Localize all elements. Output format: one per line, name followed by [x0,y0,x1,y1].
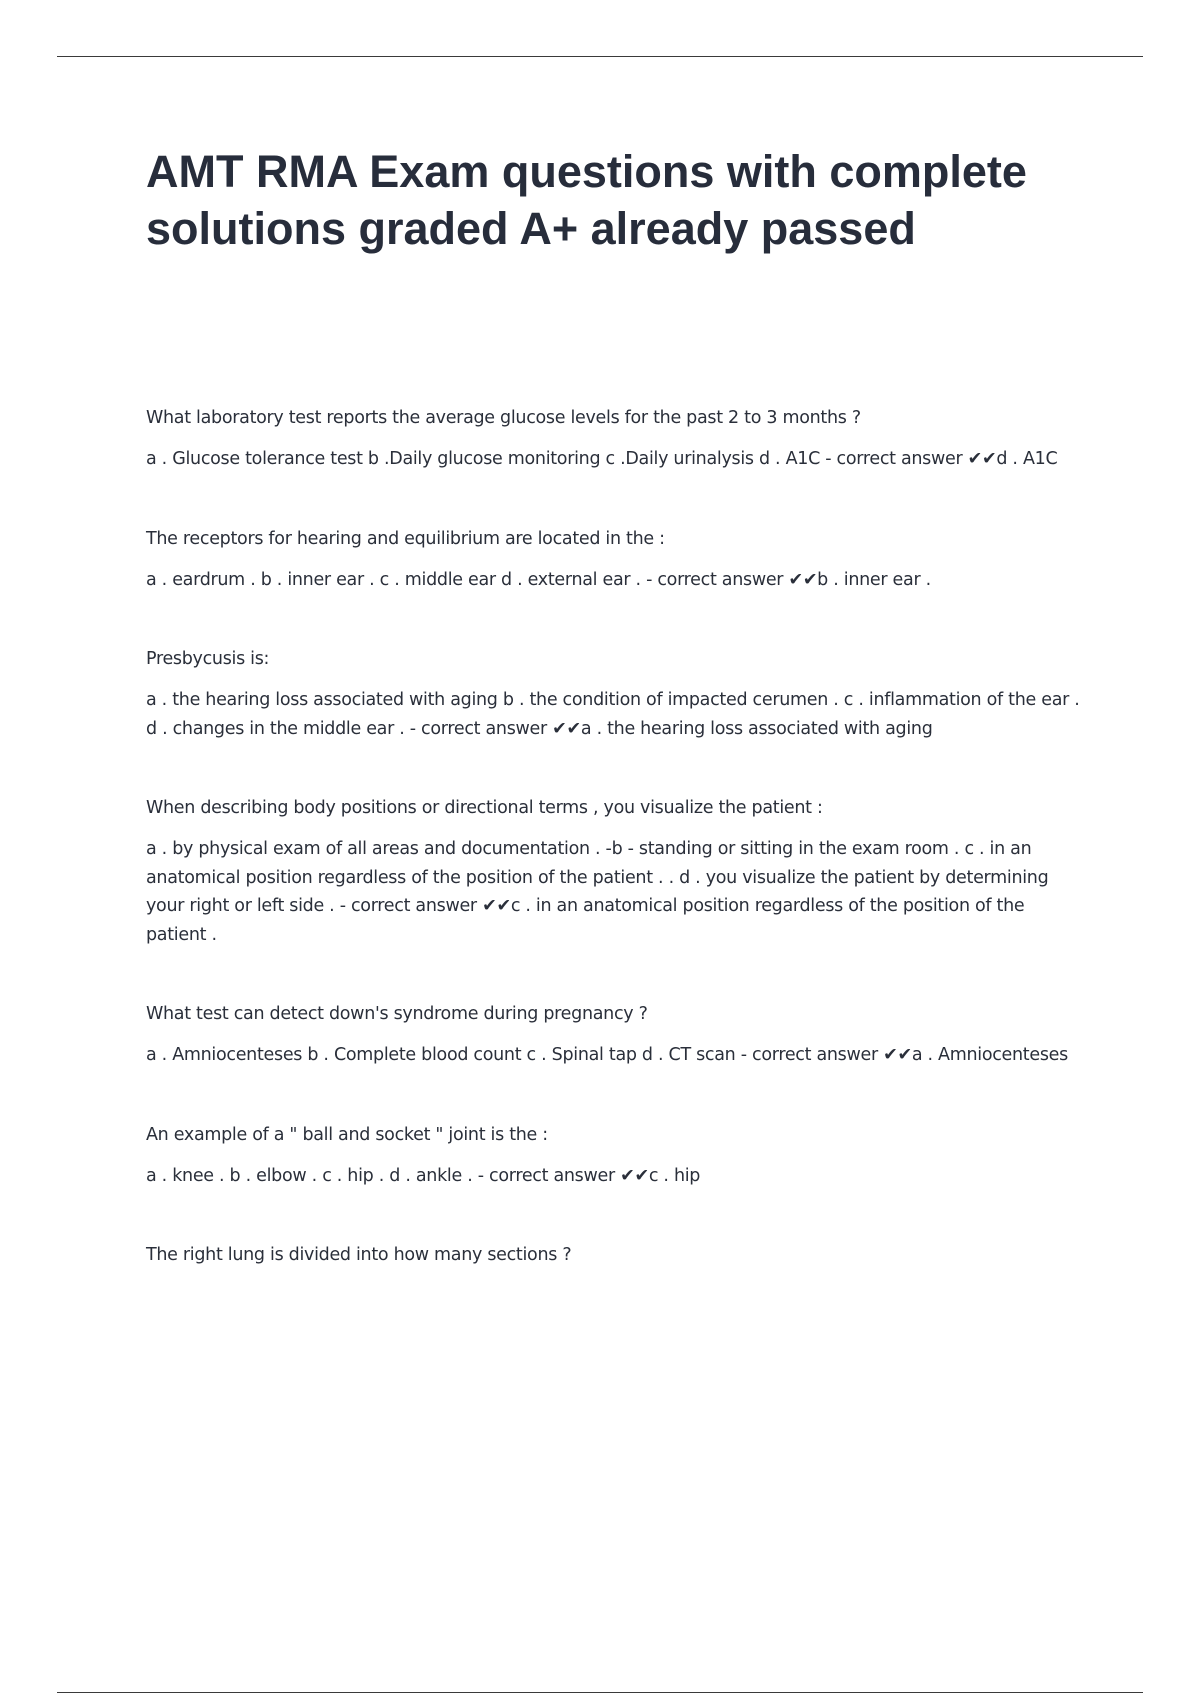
qa-item [146,525,1088,595]
answer-text: a . by physical exam of all areas and documentation . -b - standing or sitting in the exam room . c . in an anatomical position regardless of the position of the patient . . d . you visualize the patient by determining your right or left side . - correct answer ✔✔c . in an anatomical position regardless of the position of the patient . [146,839,1049,945]
qa-item [146,1241,1088,1269]
question-text: When describing body positions or directional terms , you visualize the patient : [146,798,823,818]
question-text: Presbycusis is: [146,649,270,669]
qa-item [146,1000,1088,1070]
question-text: What laboratory test reports the average glucose levels for the past 2 to 3 months ? [146,408,861,428]
qa-item [146,1121,1088,1191]
page-title: AMT RMA Exam questions with complete solutions graded A+ already passed [146,146,1027,254]
answer-text: a . Glucose tolerance test b .Daily glucose monitoring c .Daily urinalysis d . A1C - correct answer ✔✔d . A1C [146,449,1058,469]
top-divider [57,56,1143,57]
question-text: The right lung is divided into how many sections ? [146,1245,572,1265]
answer-text: a . eardrum . b . inner ear . c . middle ear d . external ear . - correct answer ✔✔b . inner ear . [146,569,931,590]
bottom-divider [57,1692,1143,1693]
qa-item [146,645,1088,743]
qa-item [146,794,1088,949]
answer-text: a . the hearing loss associated with aging b . the condition of impacted cerumen . c . inflammation of the ear . d . changes in the middle ear . - correct answer ✔✔a . the hearing loss associated with aging [146,690,1080,739]
answer-text: a . knee . b . elbow . c . hip . d . ankle . - correct answer ✔✔c . hip [146,1165,701,1186]
qa-item [146,404,1088,474]
question-text: What test can detect down's syndrome during pregnancy ? [146,1004,648,1024]
question-text: The receptors for hearing and equilibrium are located in the : [146,528,665,549]
qa-list [146,404,1088,1320]
answer-text: a . Amniocenteses b . Complete blood count c . Spinal tap d . CT scan - correct answer ✔✔a . Amniocenteses [146,1045,1068,1065]
question-text: An example of a " ball and socket " joint is the : [146,1124,548,1145]
